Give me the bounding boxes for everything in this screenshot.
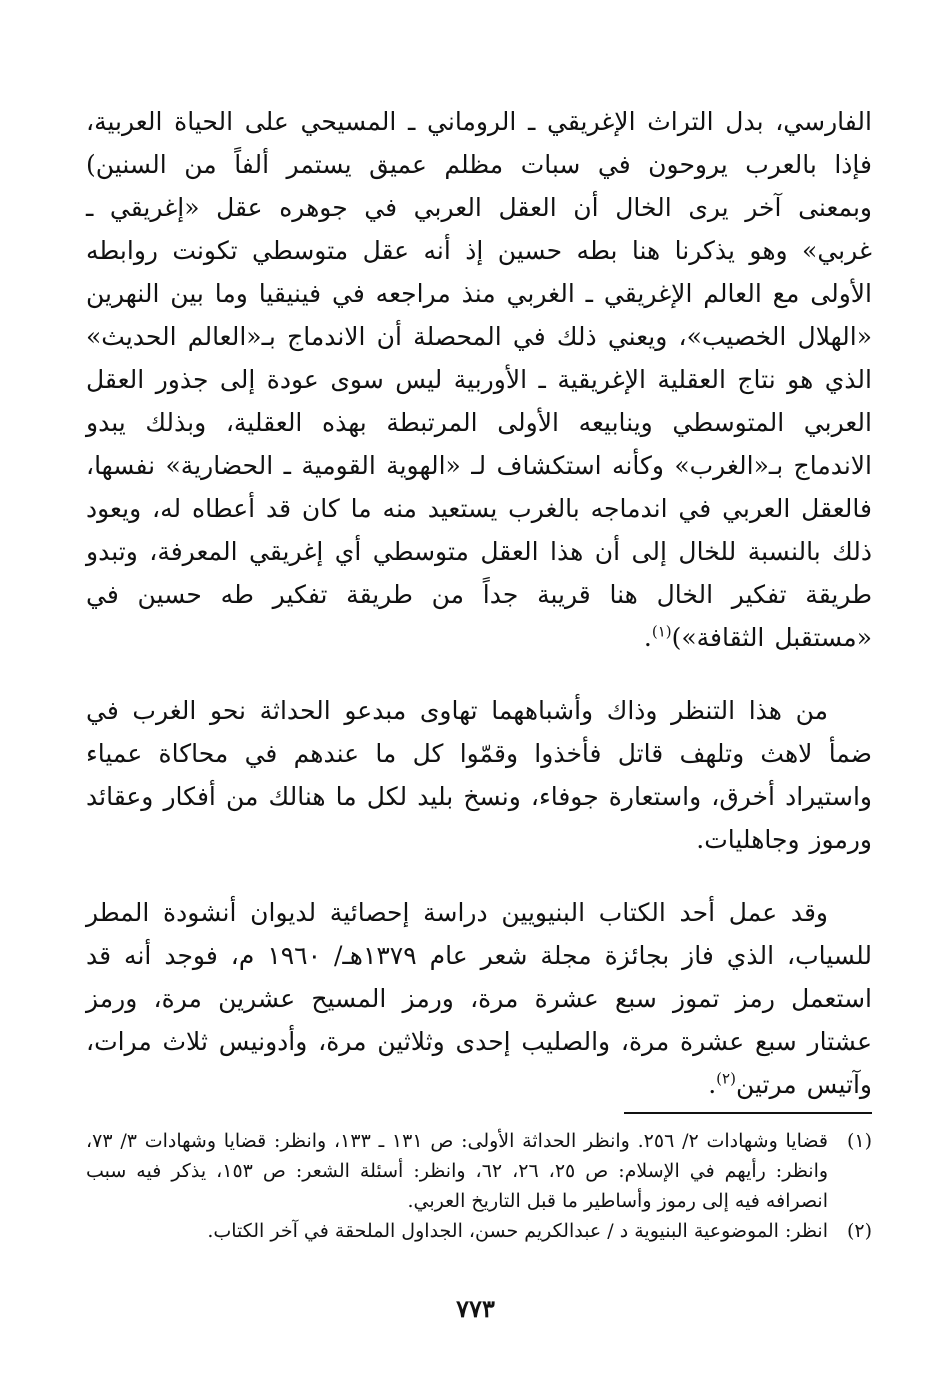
footnote-ref-2[interactable]: (٢) xyxy=(716,1069,736,1088)
footnotes xyxy=(86,1126,872,1246)
paragraph-3-text: وقد عمل أحد الكتاب البنيويين دراسة إحصائية لديوان أنشودة المطر للسياب، الذي فاز بجائزة مجلة شعر عام ١٣٧٩هـ/ ١٩٦٠ م، فوجد أنه قد استعمل رمز تموز سبع عشرة مرة، ورمز المسيح عشرين مرة، ورمز عشتار سبع عشرة مرة، والصليب إحدى وثلاثين مرة، وأدونيس ثلاث مرات، وآتيس مرتين xyxy=(86,898,872,1099)
paragraph-3 xyxy=(86,891,872,1106)
footnote-number: (١) xyxy=(846,1130,872,1152)
paragraph-1 xyxy=(86,100,872,659)
paragraph-3-end: . xyxy=(708,1070,717,1099)
footnote-2 xyxy=(86,1216,872,1246)
main-text xyxy=(86,100,872,1106)
footnote-text: قضايا وشهادات ٢/ ٢٥٦. وانظر الحداثة الأولى: ص ١٣١ ـ ١٣٣، وانظر: قضايا وشهادات ٣/ ٧٣، وانظر: رأيهم في الإسلام: ص ٢٥، ٢٦، ٦٢، وانظر: أسئلة الشعر: ص ١٥٣، يذكر فيه سبب انصرافه فيه إلى رموز وأساطير ما قبل التاريخ العربي. xyxy=(86,1130,829,1212)
paragraph-1-text: الفارسي، بدل التراث الإغريقي ـ الروماني ـ المسيحي على الحياة العربية، فإذا بالعرب يروحون في سبات مظلم عميق يستمر ألفاً من السنين) وبمعنى آخر يرى الخال أن العقل العربي في جوهره عقل «إغريقي ـ غربي» وهو يذكرنا هنا بطه حسين إذ أنه عقل متوسطي تكونت روابطه الأولى مع العالم الإغريقي ـ الغربي منذ مراجعه في فينيقيا وما بين النهرين «الهلال الخصيب»، ويعني ذلك في المحصلة أن الاندماج بـ«العالم الحديث» الذي هو نتاج العقلية الإغريقية ـ الأوربية ليس سوى عودة إلى جذور العقل العربي المتوسطي وينابيعه الأولى المرتبطة بهذه العقلية، وبذلك يبدو الاندماج بـ«الغرب» وكأنه استكشاف لـ «الهوية القومية ـ الحضارية» نفسها، فالعقل العربي في اندماجه بالغرب يستعيد منه ما كان قد أعطاه له، ويعود ذلك بالنسبة للخال إلى أن هذا العقل متوسطي أي إغريقي المعرفة، وتبدو طريقة تفكير الخال هنا قريبة جداً من طريقة تفكير طه حسين في «مستقبل الثقافة») xyxy=(86,107,872,652)
footnote-1 xyxy=(86,1126,872,1216)
footnote-divider xyxy=(624,1112,872,1114)
paragraph-2-text: من هذا التنظر وذاك وأشباههما تهاوى مبدعو الحداثة نحو الغرب في ضمأ لاهث وتلهف قاتل فأخذوا وقمّوا كل ما عندهم في محاكاة عمياء واستيراد أخرق، واستعارة جوفاء، ونسخ بليد لكل ما هنالك من أفكار وعقائد ورموز وجاهليات. xyxy=(86,696,872,854)
paragraph-2 xyxy=(86,689,872,861)
page-number: ٧٧٣ xyxy=(456,1294,495,1323)
footnote-ref-1[interactable]: (١) xyxy=(651,622,672,641)
footnote-text: انظر: الموضوعية البنيوية د / عبدالكريم حسن، الجداول الملحقة في آخر الكتاب. xyxy=(207,1220,828,1242)
footnote-number: (٢) xyxy=(846,1220,872,1242)
paragraph-1-end: . xyxy=(643,623,652,652)
